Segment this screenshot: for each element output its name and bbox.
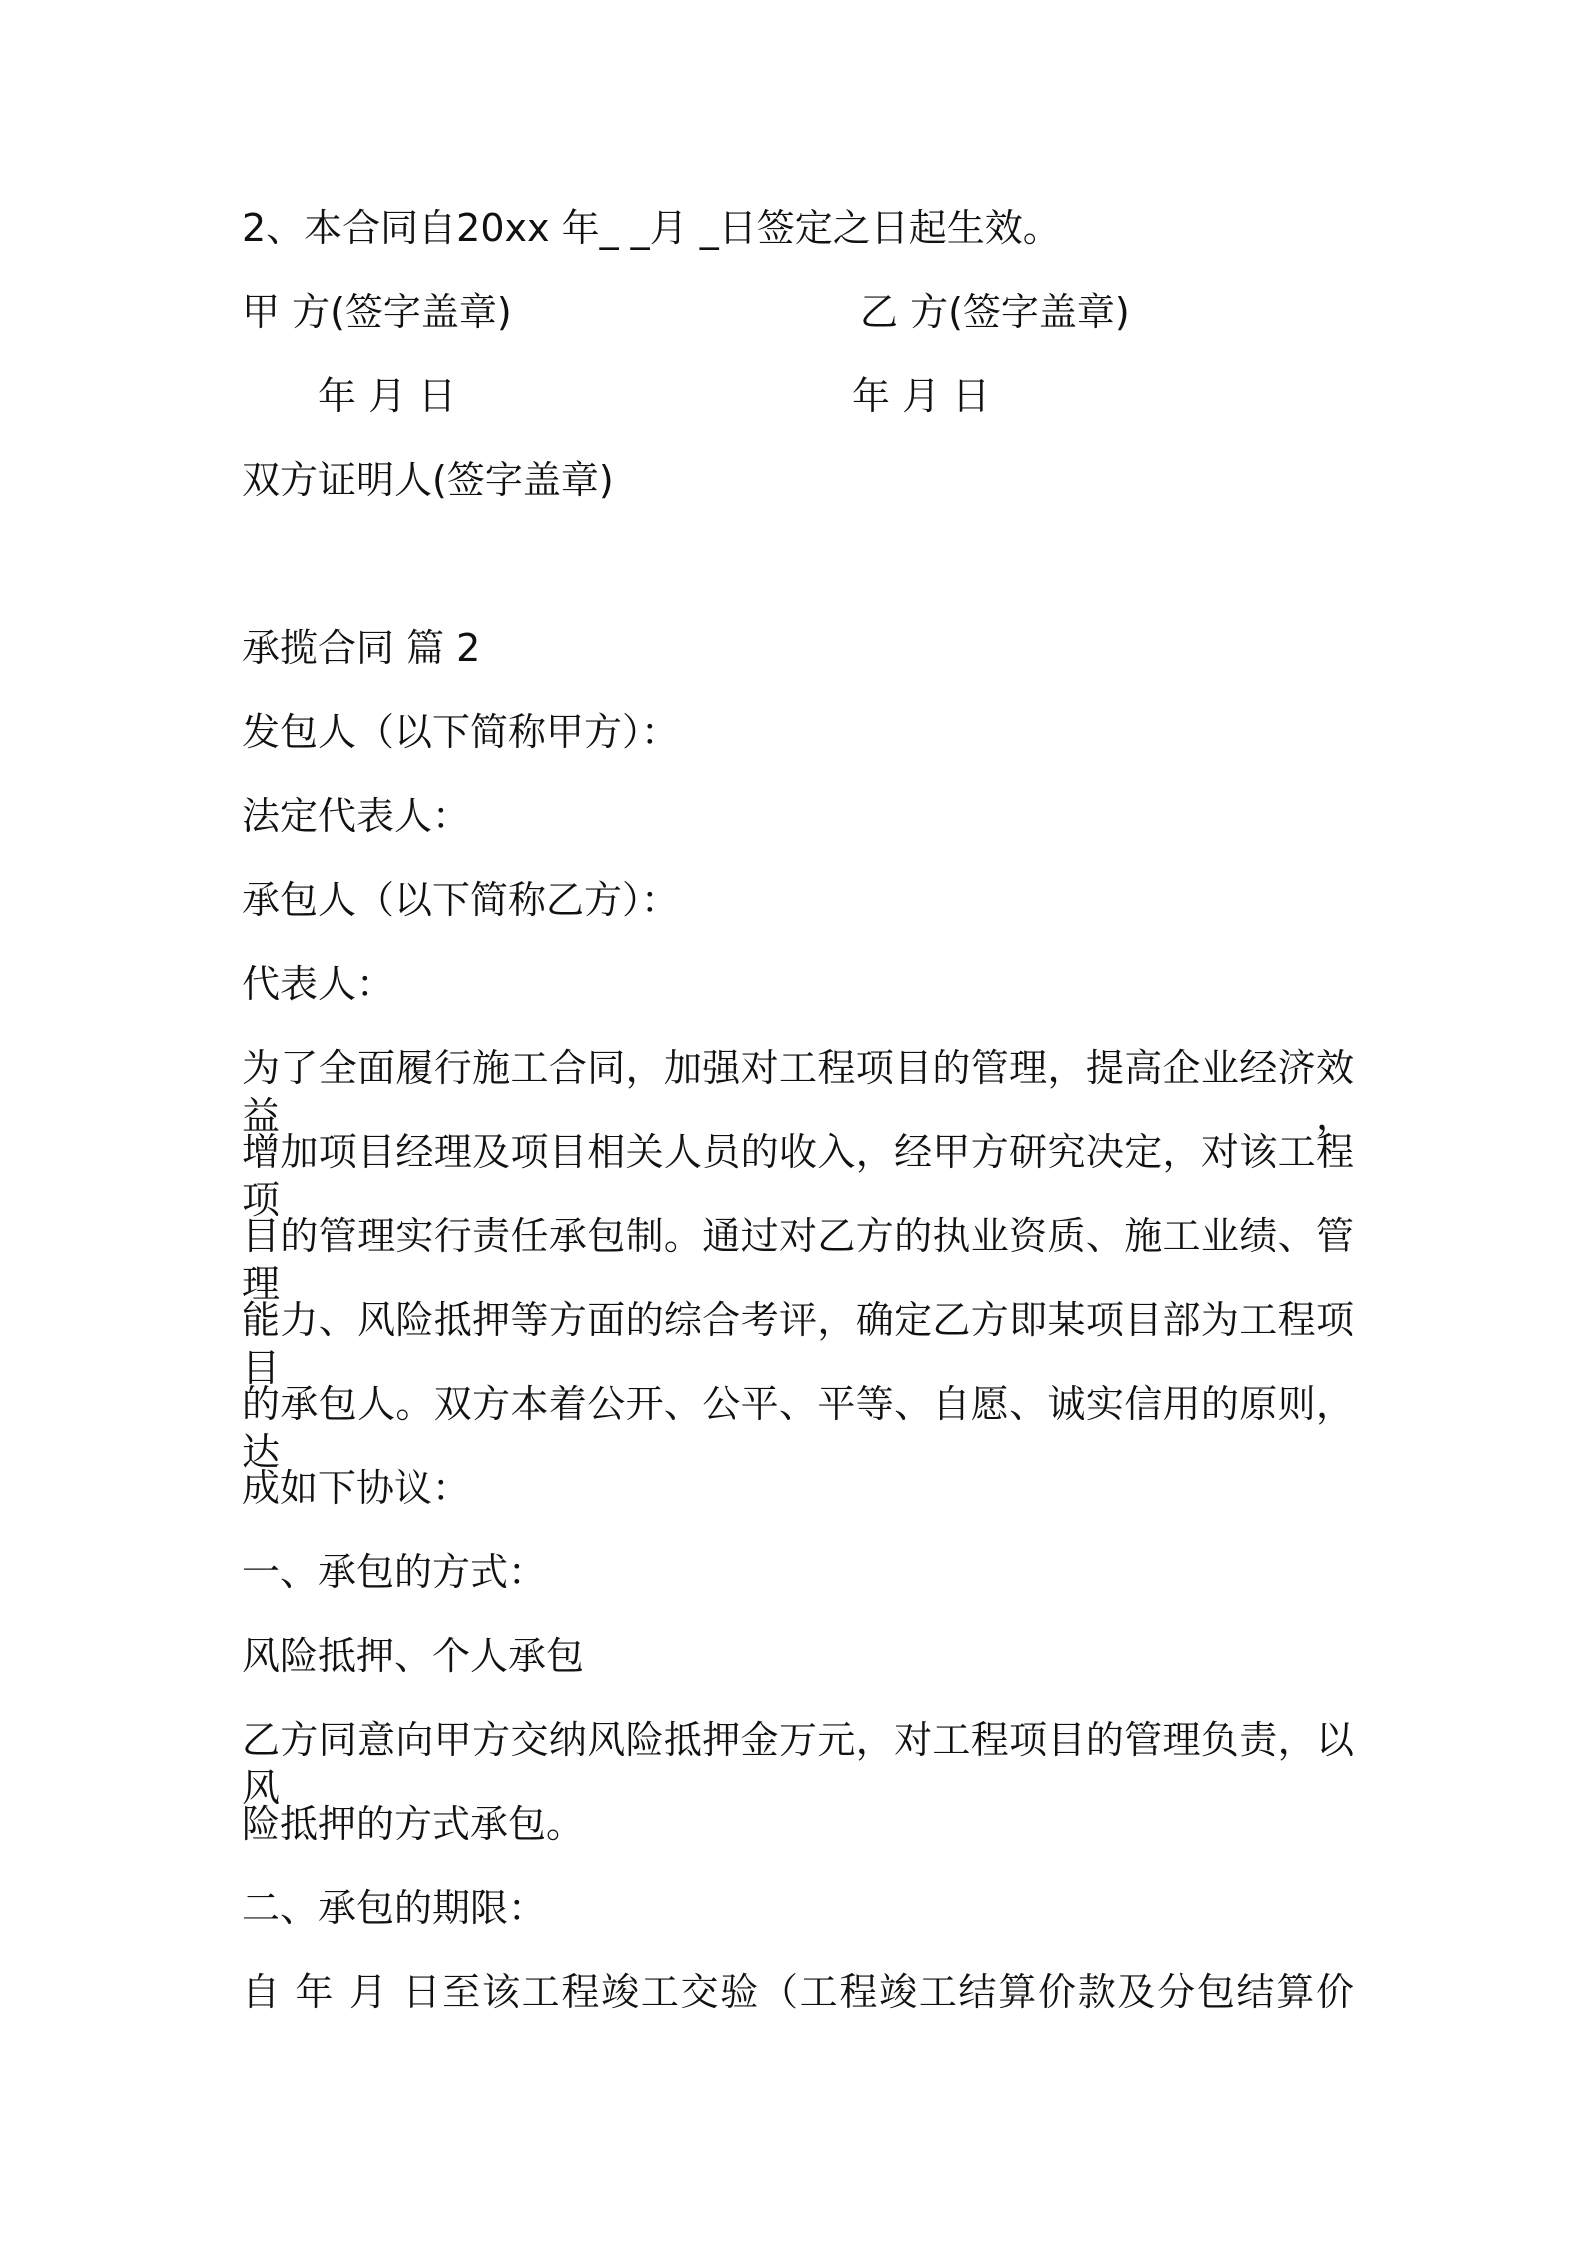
paragraph-line: 成如下协议：: [242, 1466, 471, 1510]
paragraph-line: 险抵押的方式承包。: [242, 1802, 585, 1846]
party-a-date-line: 年 月 日: [318, 374, 457, 418]
heading-contract-method: 一、承包的方式：: [242, 1550, 547, 1594]
party-a-signature-label: 甲 方(签字盖章): [242, 290, 512, 334]
contract-method-value: 风险抵押、个人承包: [242, 1634, 585, 1678]
section-title: 承揽合同 篇 2: [242, 626, 481, 670]
paragraph-line: 为了全面履行施工合同，加强对工程项目的管理，提高企业经济效益，: [242, 1046, 1354, 1138]
representative-field: 代表人：: [242, 962, 395, 1006]
paragraph-line: 乙方同意向甲方交纳风险抵押金万元，对工程项目的管理负责，以风: [242, 1718, 1354, 1810]
legal-representative-field: 法定代表人：: [242, 794, 471, 838]
party-b-signature-label: 乙 方(签字盖章): [860, 290, 1130, 334]
paragraph-line: 自 年 月 日至该工程竣工交验（工程竣工结算价款及分包结算价: [242, 1970, 1354, 2014]
employer-field: 发包人（以下简称甲方）：: [242, 710, 680, 754]
paragraph-line: 能力、风险抵押等方面的综合考评，确定乙方即某项目部为工程项目: [242, 1298, 1354, 1390]
paragraph-line: 的承包人。双方本着公开、公平、平等、自愿、诚实信用的原则，达: [242, 1382, 1354, 1474]
effective-date-clause: 2、本合同自20xx 年_ _月 _日签定之日起生效。: [242, 206, 1061, 250]
paragraph-line: 目的管理实行责任承包制。通过对乙方的执业资质、施工业绩、管理: [242, 1214, 1354, 1306]
party-b-date-line: 年 月 日: [852, 374, 991, 418]
witness-signature-label: 双方证明人(签字盖章): [242, 458, 614, 502]
contractor-field: 承包人（以下简称乙方）：: [242, 878, 680, 922]
heading-contract-term: 二、承包的期限：: [242, 1886, 547, 1930]
paragraph-line: 增加项目经理及项目相关人员的收入，经甲方研究决定，对该工程项: [242, 1130, 1354, 1222]
